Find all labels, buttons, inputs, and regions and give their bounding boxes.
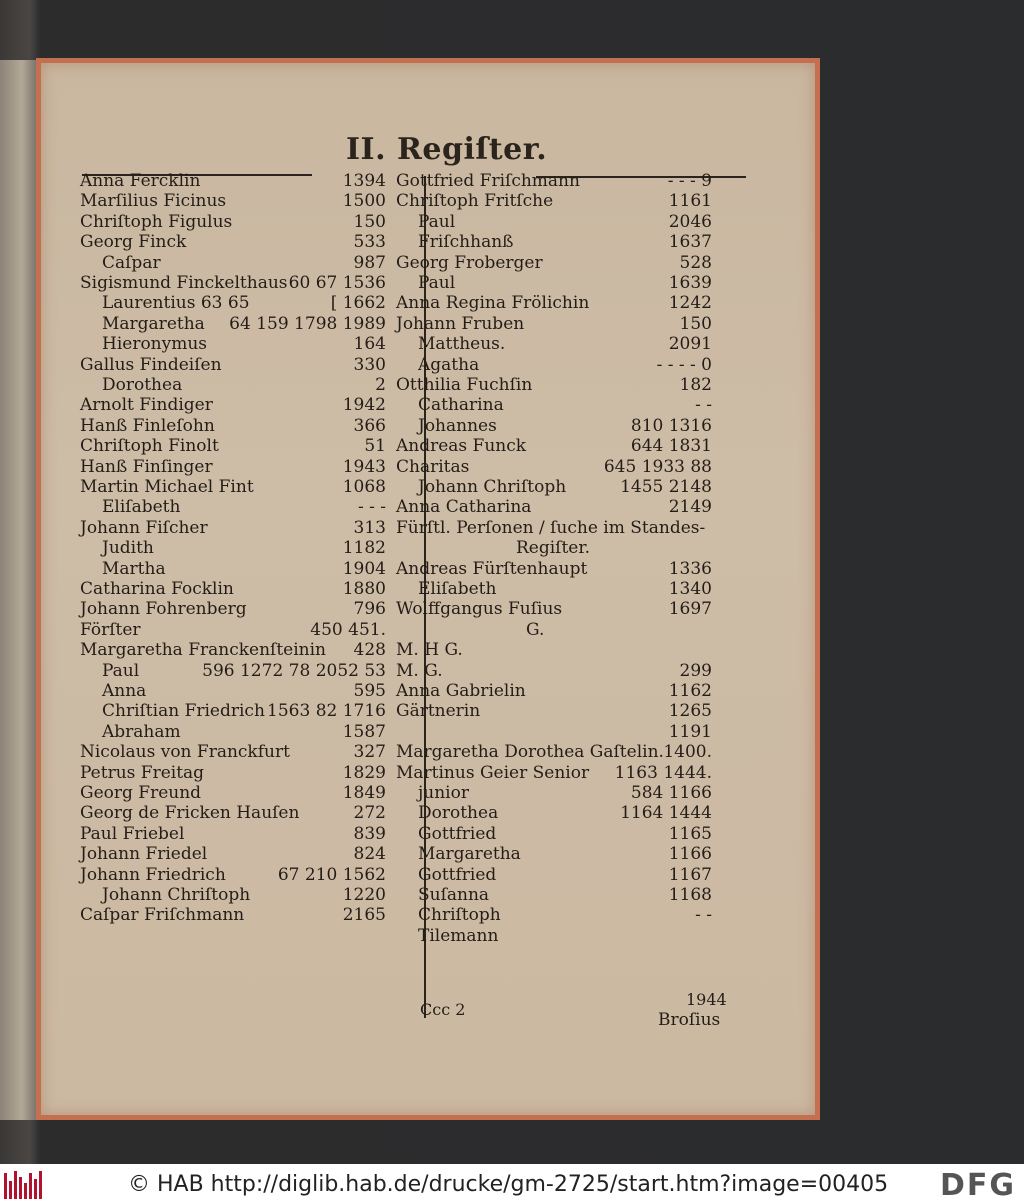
entry-page-number: - - - 9 xyxy=(667,171,712,191)
entry-page-number: 1168 xyxy=(668,885,712,905)
entry-name: junior xyxy=(418,783,469,803)
entry-name: Hieronymus xyxy=(102,334,208,355)
entry-name: Anna xyxy=(102,681,147,701)
entry-page-number: 51 xyxy=(364,436,386,457)
entry-page-number: 1166 xyxy=(668,844,712,865)
entry-name: Paul xyxy=(102,660,140,681)
entry-name: Tilemann xyxy=(418,925,499,946)
entry-page-number: 1587 xyxy=(342,721,386,742)
entry-name: Johann Fruben xyxy=(396,313,525,334)
entry-page-number: 330 xyxy=(353,354,386,375)
page-title: II. Regiſter. xyxy=(346,132,548,167)
entry-page-number: 428 xyxy=(353,640,386,661)
entry-name: Andreas Fürſtenhaupt xyxy=(396,558,588,579)
entry-page-number: 1068 xyxy=(342,477,386,497)
book-page xyxy=(36,58,820,1120)
entry-page-number: 1163 1444. xyxy=(614,762,712,783)
entry-name: G. xyxy=(526,619,545,640)
entry-page-number: 1904 xyxy=(342,558,386,579)
entry-name: Charitas xyxy=(396,456,470,477)
entry-page-number: 645 1933 88 xyxy=(603,456,712,477)
entry-page-number: 1400. xyxy=(663,742,712,763)
entry-name: Paul xyxy=(418,211,456,232)
entry-page-number: 839 xyxy=(353,823,386,844)
entry-page-number: 810 1316 xyxy=(630,415,712,436)
entry-page-number: 644 1831 xyxy=(630,436,712,457)
entry-page-number: 1220 xyxy=(342,885,386,905)
entry-name: Catharina Focklin xyxy=(80,579,234,599)
entry-name: Mattheus. xyxy=(418,334,506,355)
entry-page-number: 1191 xyxy=(668,721,712,742)
entry-name: Gottfried Friſchmann xyxy=(396,171,580,191)
entry-page-number: 1880 xyxy=(342,579,386,599)
entry-name: Dorothea xyxy=(418,803,499,824)
hab-logo-icon xyxy=(4,1169,50,1199)
entry-name: Suſanna xyxy=(418,885,490,905)
entry-page-number: 1849 xyxy=(342,783,386,803)
entry-name: Petrus Freitag xyxy=(80,762,205,783)
entry-page-number: 1455 2148 xyxy=(620,477,712,497)
entry-name: Hanß Finſinger xyxy=(80,456,213,477)
footer-bar xyxy=(0,1164,1024,1204)
entry-page-number: 1943 xyxy=(342,456,386,477)
entry-name: Johann Chriſtoph xyxy=(418,477,567,497)
entry-name: Caſpar Friſchmann xyxy=(80,905,245,926)
entry-name: Martin Michael Fint xyxy=(80,477,254,497)
entry-name: Georg Freund xyxy=(80,783,202,803)
entry-name: Martha xyxy=(102,558,166,579)
entry-name: Regiſter. xyxy=(516,538,591,559)
entry-page-number: 1161 xyxy=(668,191,712,212)
entry-name: Eliſabeth xyxy=(418,579,497,599)
entry-page-number: 796 xyxy=(353,599,386,620)
entry-name: Judith xyxy=(102,538,154,559)
entry-page-number: 1336 xyxy=(668,558,712,579)
entry-name: Chriſtian Friedrich xyxy=(102,701,265,722)
entry-name: Anna Fercklin xyxy=(80,171,201,191)
entry-name: Paul Friebel xyxy=(80,823,185,844)
entry-name: Gottfried xyxy=(418,823,497,844)
entry-name: Arnolt Findiger xyxy=(80,395,213,416)
entry-page-number: 528 xyxy=(679,252,712,273)
entry-name: Georg Froberger xyxy=(396,252,543,273)
entry-name: Otthilia Fuchſin xyxy=(396,375,533,395)
entry-name: Sigismund Finckelthaus xyxy=(80,273,288,293)
entry-name: Martinus Geier Senior xyxy=(396,762,590,783)
entry-name: Georg de Fricken Hauſen xyxy=(80,803,300,824)
entry-name: Johann Chriſtoph xyxy=(102,885,251,905)
entry-name: Förſter xyxy=(80,619,141,640)
entry-page-number: 313 xyxy=(353,517,386,538)
entry-name: Nicolaus von Franckfurt xyxy=(80,742,290,763)
entry-page-number: 1563 82 1716 xyxy=(267,701,386,722)
entry-page-number: 1242 xyxy=(668,293,712,314)
entry-name: Dorothea xyxy=(102,375,183,395)
entry-page-number: - - xyxy=(695,395,712,416)
entry-page-number: 596 1272 78 2052 53 xyxy=(202,660,386,681)
entry-page-number: 2091 xyxy=(668,334,712,355)
entry-name: Laurentius 63 65 xyxy=(102,293,250,314)
dfg-logo: DFG xyxy=(939,1168,1016,1203)
entry-page-number: 450 451. xyxy=(310,619,386,640)
entry-name: Johann Friedel xyxy=(80,844,208,865)
entry-name: Gärtnerin xyxy=(396,701,481,722)
entry-page-number: 272 xyxy=(353,803,386,824)
entry-name: Margaretha xyxy=(102,313,205,334)
entry-name: Johann Friedrich xyxy=(80,864,226,885)
previous-page-edge xyxy=(0,60,40,1120)
entry-page-number: 824 xyxy=(353,844,386,865)
entry-page-number: 1637 xyxy=(668,232,712,253)
catchword-number: 1944 xyxy=(686,990,727,1009)
entry-name: Georg Finck xyxy=(80,232,187,253)
entry-name: Wolffgangus Fuſius xyxy=(396,599,563,620)
entry-name: Andreas Funck xyxy=(396,436,527,457)
entry-page-number: 60 67 1536 xyxy=(288,273,386,293)
entry-page-number: 1697 xyxy=(668,599,712,620)
entry-page-number: - - - - 0 xyxy=(656,354,712,375)
entry-page-number: 1394 xyxy=(342,171,386,191)
entry-page-number: 64 159 1798 1989 xyxy=(229,313,386,334)
entry-page-number: 1942 xyxy=(342,395,386,416)
entry-name: Gottfried xyxy=(418,864,497,885)
entry-name: Margaretha Dorothea Gaſtelin. xyxy=(396,742,664,763)
entry-name: M. G. xyxy=(396,660,443,681)
entry-page-number: 2149 xyxy=(668,497,712,518)
entry-page-number: 1500 xyxy=(342,191,386,212)
page-signature: Ccc 2 xyxy=(420,1000,466,1019)
entry-page-number: 1167 xyxy=(668,864,712,885)
entry-name: Caſpar xyxy=(102,252,161,273)
entry-name: Paul xyxy=(418,273,456,293)
entry-name: Marſilius Ficinus xyxy=(80,191,227,212)
entry-page-number: 299 xyxy=(679,660,712,681)
entry-name: Chriſtoph Finolt xyxy=(80,436,219,457)
entry-page-number: 1162 xyxy=(668,681,712,701)
entry-page-number: - - xyxy=(695,905,712,926)
entry-name: Catharina xyxy=(418,395,504,416)
entry-page-number: 164 xyxy=(353,334,386,355)
entry-page-number: 67 210 1562 xyxy=(277,864,386,885)
entry-page-number: 1265 xyxy=(668,701,712,722)
entry-name: Margaretha xyxy=(418,844,521,865)
copyright-link[interactable]: © HAB http://diglib.hab.de/drucke/gm-2725/start.htm?image=00405 xyxy=(128,1171,889,1197)
entry-name: Anna Gabrielin xyxy=(396,681,526,701)
entry-page-number: 2046 xyxy=(668,211,712,232)
entry-page-number: 327 xyxy=(353,742,386,763)
entry-page-number: 1639 xyxy=(668,273,712,293)
entry-name: Abraham xyxy=(102,721,181,742)
entry-page-number: 150 xyxy=(679,313,712,334)
catchword: Broſius xyxy=(658,1010,721,1030)
entry-page-number: 584 1166 xyxy=(630,783,712,803)
entry-name: Johann Fohrenberg xyxy=(80,599,247,620)
entry-page-number: 595 xyxy=(353,681,386,701)
entry-page-number: 1340 xyxy=(668,579,712,599)
entry-name: Anna Catharina xyxy=(396,497,532,518)
entry-page-number: 366 xyxy=(353,415,386,436)
entry-page-number: 1164 1444 xyxy=(620,803,712,824)
entry-name: Chriſtoph xyxy=(418,905,501,926)
entry-name: Friſchhanß xyxy=(418,232,514,253)
entry-page-number: 1829 xyxy=(342,762,386,783)
entry-name: Anna Regina Frölichin xyxy=(396,293,590,314)
entry-name: Fürſtl. Perſonen / ſuche im Standes- xyxy=(396,517,706,538)
entry-name: Chriſtoph Fritſche xyxy=(396,191,554,212)
entry-page-number: 2165 xyxy=(342,905,386,926)
entry-page-number: 2 xyxy=(375,375,386,395)
entry-name: M. H G. xyxy=(396,640,463,661)
entry-name: Gallus Findeiſen xyxy=(80,354,222,375)
entry-name: Margaretha Franckenſteinin xyxy=(80,640,326,661)
entry-page-number: 150 xyxy=(353,211,386,232)
entry-page-number: [ 1662 xyxy=(330,293,386,314)
entry-name: Agatha xyxy=(418,354,480,375)
entry-page-number: 1182 xyxy=(342,538,386,559)
entry-name: Eliſabeth xyxy=(102,497,181,518)
entry-name: Johannes xyxy=(418,415,497,436)
entry-page-number: 533 xyxy=(353,232,386,253)
entry-name: Johann Fiſcher xyxy=(80,517,208,538)
entry-page-number: 1165 xyxy=(668,823,712,844)
entry-page-number: - - - xyxy=(357,497,386,518)
entry-name: Chriſtoph Figulus xyxy=(80,211,233,232)
entry-name: Hanß Finleſohn xyxy=(80,415,215,436)
entry-page-number: 182 xyxy=(679,375,712,395)
entry-page-number: 987 xyxy=(353,252,386,273)
